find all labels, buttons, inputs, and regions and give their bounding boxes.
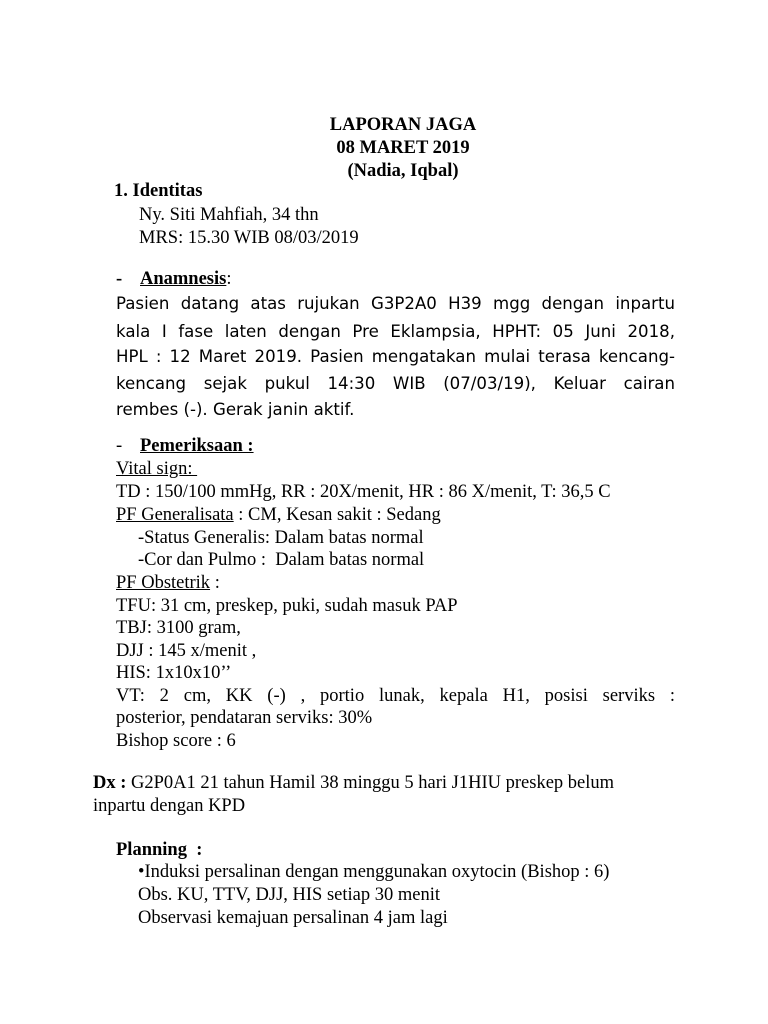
vital-sign-label: Vital sign: (116, 459, 198, 479)
cor-pulmo: -Cor dan Pulmo : Dalam batas normal (138, 550, 425, 570)
diagnosis-line-1 (93, 773, 614, 794)
vt-line-1 (116, 686, 675, 707)
vt-text: VT: 2 cm, KK (-) , portio lunak, kepala H1, posisi serviks : (116, 686, 675, 706)
status-generalis: -Status Generalis: Dalam batas normal (138, 528, 424, 548)
pf-generalisata-line (116, 505, 441, 526)
patient-mrs: MRS: 15.30 WIB 08/03/2019 (139, 228, 359, 248)
report-date: 08 MARET 2019 (336, 138, 470, 158)
diagnosis-line-2: inpartu dengan KPD (93, 796, 246, 816)
report-title: LAPORAN JAGA (329, 115, 477, 135)
pf-obstetrik-colon: : (210, 573, 220, 593)
anamnesis-heading-wrap (140, 269, 232, 290)
bishop-score: Bishop score : 6 (116, 731, 236, 751)
tfu-line: TFU: 31 cm, preskep, puki, sudah masuk PAP (116, 596, 458, 616)
anamnesis-line-4 (116, 374, 675, 393)
planning-item: •Induksi persalinan dengan menggunakan oxytocin (Bishop : 6) (138, 862, 610, 882)
patient-name: Ny. Siti Mahfiah, 34 thn (139, 205, 319, 225)
anamnesis-text: kencang sejak pukul 14:30 WIB (07/03/19), Keluar cairan (116, 374, 675, 393)
anamnesis-bullet: - (116, 269, 123, 289)
pemeriksaan-heading: Pemeriksaan : (140, 436, 254, 456)
anamnesis-heading: Anamnesis (140, 269, 227, 289)
planning-heading: Planning : (116, 840, 203, 860)
planning-item: Obs. KU, TTV, DJJ, HIS setiap 30 menit (138, 885, 440, 905)
anamnesis-line-3 (116, 347, 675, 366)
pf-generalisata-label: PF Generalisata (116, 505, 234, 525)
planning-item: Observasi kemajuan persalinan 4 jam lagi (138, 908, 448, 928)
anamnesis-line-5: rembes (-). Gerak janin aktif. (116, 400, 355, 419)
djj-line: DJJ : 145 x/menit , (116, 641, 257, 661)
pf-obstetrik-label: PF Obstetrik (116, 573, 211, 593)
report-authors: (Nadia, Iqbal) (347, 161, 459, 181)
diagnosis-label: Dx : (93, 773, 127, 793)
anamnesis-colon: : (226, 269, 232, 289)
pf-generalisata-value: : CM, Kesan sakit : Sedang (233, 505, 441, 525)
identitas-heading: 1. Identitas (114, 181, 203, 201)
vital-sign-values: TD : 150/100 mmHg, RR : 20X/menit, HR : 86 X/menit, T: 36,5 C (116, 482, 611, 502)
diagnosis-text: G2P0A1 21 tahun Hamil 38 minggu 5 hari J1HIU preskep belum (126, 773, 615, 793)
anamnesis-text: HPL : 12 Maret 2019. Pasien mengatakan mulai terasa kencang- (116, 347, 675, 366)
pf-obstetrik-line (116, 573, 220, 594)
his-line: HIS: 1x10x10’’ (116, 663, 232, 683)
anamnesis-text: Pasien datang atas rujukan G3P2A0 H39 mgg dengan inpartu (116, 294, 675, 313)
tbj-line: TBJ: 3100 gram, (116, 618, 241, 638)
pemeriksaan-bullet: - (116, 436, 123, 456)
vt-line-2: posterior, pendataran serviks: 30% (116, 708, 373, 728)
anamnesis-line-1 (116, 294, 675, 313)
anamnesis-text: kala I fase laten dengan Pre Eklampsia, HPHT: 05 Juni 2018, (116, 322, 675, 341)
report-header (0, 114, 768, 183)
anamnesis-line-2 (116, 322, 675, 341)
